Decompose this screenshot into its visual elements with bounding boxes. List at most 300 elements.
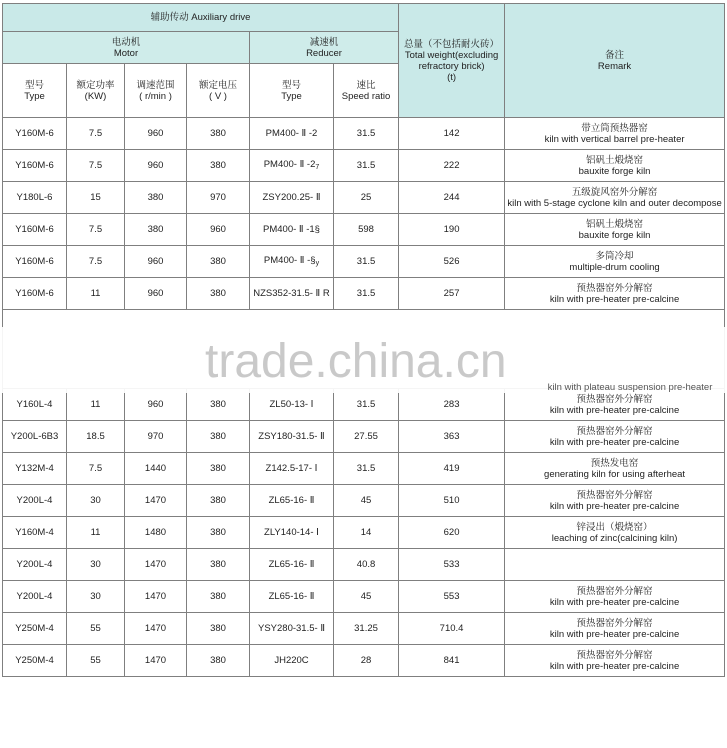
weight-header-en1: Total weight(excluding [404,49,499,61]
reducer-type-cell [250,421,334,453]
remark-en: leaching of zinc(calcining kiln) [551,532,678,544]
speed-cell-text: 1470 [144,495,167,506]
speed-cell-text: 380 [147,224,164,235]
watermark-text: trade.china.cn [205,335,507,388]
voltage-cell [187,389,250,421]
reducer-type-cell-text: PM400- Ⅱ -1§ [263,224,320,235]
ratio-cell [334,150,399,182]
motor-type-cell [3,389,67,421]
reducer-type-cell-text: ZL50-13- Ⅰ [269,399,314,410]
reducer-type-cell-text: ZL65-16- Ⅱ [268,591,315,602]
weight-header [399,4,505,118]
remark-cell [505,278,725,310]
voltage-cell-text: 380 [210,559,226,570]
voltage-cell-text: 380 [210,431,226,442]
weight-cell-text: 142 [443,128,460,139]
reducer-header [250,32,399,64]
motor-type-cell-text: Y250M-4 [15,623,54,634]
remark-cn: 预热器窑外分解窑 [576,489,653,501]
speed-cell [125,150,187,182]
power-cell [67,389,125,421]
speed-en: ( r/min ) [139,90,172,102]
power-cn: 额定功率 [76,79,115,91]
weight-cell [399,182,505,214]
speed-cell [125,645,187,677]
power-cell-text: 15 [90,192,101,203]
motor-type-cell-text: Y160M-6 [15,160,54,171]
voltage-cell-text: 380 [210,128,226,139]
voltage-header [187,64,250,118]
power-cell-text: 55 [90,623,101,634]
remark-cn: 预热发电窑 [590,457,639,469]
ratio-cell-text: 27.55 [354,431,378,442]
power-cell-text: 7.5 [88,160,103,171]
table-row [3,421,725,453]
ratio-en: Speed ratio [341,90,391,102]
voltage-cell-text: 380 [210,160,226,171]
voltage-cell [187,182,250,214]
speed-cell [125,246,187,278]
speed-cell-text: 1470 [144,623,167,634]
ratio-cell-text: 40.8 [356,559,376,570]
power-cell-text: 7.5 [88,256,103,267]
speed-cell-text: 380 [147,192,164,203]
voltage-cell [187,581,250,613]
remark-cn: 预热器窑外分解窑 [576,425,653,437]
reducer-type-cell-text: ZL65-16- Ⅱ [268,495,315,506]
weight-cell [399,613,505,645]
reducer-type-cell-text: YSY280-31.5- Ⅱ [258,623,325,634]
voltage-en: ( V ) [209,90,227,102]
ratio-cell-text: 31.5 [356,463,376,474]
weight-cell-text: 419 [443,463,460,474]
power-cell-text: 30 [90,559,101,570]
motor-type-en: Type [24,90,45,102]
reducer-type-cell [250,485,334,517]
motor-type-cell-text: Y180L-6 [16,192,53,203]
voltage-cell [187,485,250,517]
power-cell-text: 55 [90,655,101,666]
reducer-type-cell [250,246,334,278]
power-cell-text: 7.5 [88,128,103,139]
ratio-cell [334,214,399,246]
motor-type-header [3,64,67,118]
weight-header-unit: (t) [447,71,457,83]
weight-cell-text: 710.4 [439,623,464,634]
table-row [3,182,725,214]
speed-cell-text: 1470 [144,559,167,570]
ratio-cell [334,421,399,453]
weight-cell-text: 244 [443,192,460,203]
voltage-cell-text: 380 [210,591,226,602]
remark-en: kiln with 5-stage cyclone kiln and outer decompose [507,197,722,209]
remark-en: bauxite forge kiln [578,229,651,241]
weight-cell [399,421,505,453]
remark-cell [505,150,725,182]
voltage-cell [187,278,250,310]
reducer-type-en: Type [281,90,302,102]
speed-cell-text: 960 [147,288,164,299]
remark-cell [505,581,725,613]
reducer-type-cell [250,214,334,246]
table-row [3,453,725,485]
weight-header-en2: refractory brick) [418,60,485,72]
power-header [67,64,125,118]
voltage-cell-text: 380 [210,256,226,267]
voltage-cell-text: 380 [210,527,226,538]
power-cell [67,278,125,310]
motor-type-cell [3,150,67,182]
ratio-cell [334,581,399,613]
speed-cell-text: 960 [147,160,164,171]
reducer-type-cell-text: NZS352-31.5- Ⅱ R [253,288,330,299]
ratio-cell [334,517,399,549]
voltage-cell [187,613,250,645]
ratio-cell-text: 31.5 [356,288,376,299]
ratio-cell [334,613,399,645]
table-body-bottom [3,389,725,677]
reducer-header-cn: 减速机 [309,36,339,48]
weight-cell-text: 257 [443,288,460,299]
remark-cell [505,485,725,517]
reducer-type-cell-text: ZSY180-31.5- Ⅱ [258,431,325,442]
remark-en: kiln with pre-heater pre-calcine [549,404,680,416]
voltage-cell [187,453,250,485]
table-row [3,581,725,613]
motor-type-cell [3,182,67,214]
motor-type-cell-text: Y160M-6 [15,288,54,299]
table-row [3,278,725,310]
remark-header-cn: 备注 [605,49,625,61]
power-cell [67,118,125,150]
motor-type-cell-text: Y160L-4 [16,399,53,410]
weight-cell-text: 620 [443,527,460,538]
voltage-cell-text: 380 [210,655,226,666]
remark-en: kiln with pre-heater pre-calcine [549,596,680,608]
weight-cell [399,150,505,182]
ratio-cell [334,645,399,677]
speed-cell [125,453,187,485]
table-row [3,246,725,278]
remark-en: kiln with vertical barrel pre-heater [544,133,685,145]
ratio-cell [334,485,399,517]
reducer-type-cell [250,182,334,214]
voltage-cn: 额定电压 [198,79,237,91]
reducer-type-cell-text: PM400- Ⅱ -§ [263,254,316,266]
table-body-top [3,118,725,310]
ratio-cell [334,278,399,310]
remark-cell [505,246,725,278]
remark-cell [505,645,725,677]
table-row [3,118,725,150]
obscured-remark: kiln with plateau suspension pre-heater [547,382,713,393]
voltage-cell [187,517,250,549]
remark-cn: 预热器窑外分解窑 [576,585,653,597]
table-row [3,645,725,677]
speed-cell-text: 1470 [144,591,167,602]
reducer-header-en: Reducer [306,47,342,59]
speed-cell [125,421,187,453]
weight-cell [399,246,505,278]
ratio-cell-text: 28 [360,655,372,666]
power-cell [67,581,125,613]
remark-cell [505,389,725,421]
weight-cell [399,517,505,549]
remark-en: kiln with pre-heater pre-calcine [549,628,680,640]
power-cell [67,517,125,549]
motor-type-cell [3,581,67,613]
remark-en: bauxite forge kiln [578,165,651,177]
motor-type-cell-text: Y250M-4 [15,655,54,666]
remark-cell [505,517,725,549]
power-cell-text: 7.5 [88,224,103,235]
weight-cell [399,645,505,677]
table-row [3,517,725,549]
speed-cell [125,278,187,310]
ratio-cell-text: 45 [360,591,372,602]
ratio-cell-text: 31.5 [356,160,376,171]
weight-cell-text: 841 [443,655,460,666]
weight-cell [399,118,505,150]
motor-type-cell-text: Y200L-4 [16,559,53,570]
power-en: (KW) [84,90,107,102]
remark-cn: 锌浸出（煅烧窑） [576,521,653,533]
remark-cell [505,214,725,246]
remark-en: kiln with pre-heater pre-calcine [549,436,680,448]
ratio-cell [334,389,399,421]
speed-cn: 调速范围 [136,79,175,91]
remark-cn: 铝矾土煅烧窑 [586,154,644,166]
reducer-type-cell [250,453,334,485]
ratio-cell-text: 45 [360,495,372,506]
remark-en: kiln with pre-heater pre-calcine [549,660,680,672]
power-cell [67,613,125,645]
weight-cell [399,214,505,246]
reducer-type-cell-text: JH220C [274,655,309,666]
voltage-cell [187,246,250,278]
remark-cell [505,118,725,150]
motor-type-cell [3,118,67,150]
reducer-type-cell [250,613,334,645]
reducer-type-header [250,64,334,118]
speed-cell-text: 960 [147,399,164,410]
motor-type-cell [3,485,67,517]
power-cell-text: 11 [90,527,101,538]
voltage-cell-text: 380 [210,495,226,506]
remark-cn: 多筒冷却 [595,250,634,262]
ratio-cell-text: 14 [360,527,372,538]
weight-cell [399,549,505,581]
reducer-type-cell [250,278,334,310]
voltage-cell-text: 960 [210,224,226,235]
voltage-cell-text: 380 [210,623,226,634]
motor-type-cell [3,517,67,549]
power-cell [67,246,125,278]
reducer-type-cell [250,645,334,677]
speed-cell-text: 1470 [144,655,167,666]
voltage-cell [187,118,250,150]
auxiliary-drive-header: 辅助传动 Auxiliary drive [3,4,399,32]
voltage-cell-text: 970 [210,192,226,203]
ratio-cell-text: 25 [360,192,372,203]
power-cell [67,453,125,485]
remark-cell [505,613,725,645]
power-cell [67,549,125,581]
ratio-cn: 速比 [356,79,376,91]
ratio-cell-text: 31.5 [356,256,376,267]
weight-cell-text: 533 [443,559,460,570]
reducer-type-cell-text: Z142.5-17- Ⅰ [265,463,318,474]
power-cell [67,645,125,677]
motor-type-cell [3,549,67,581]
voltage-cell [187,421,250,453]
voltage-cell [187,549,250,581]
weight-cell-text: 283 [443,399,460,410]
motor-type-cell-text: Y200L-6B3 [10,431,59,442]
motor-type-cell [3,645,67,677]
speed-cell [125,517,187,549]
weight-cell-text: 526 [443,256,460,267]
table-row [3,150,725,182]
reducer-type-cell-text: PM400- Ⅱ -2 [263,158,316,170]
motor-type-cell [3,421,67,453]
motor-type-cell [3,278,67,310]
ratio-cell-text: 31.5 [356,128,376,139]
voltage-cell [187,645,250,677]
weight-cell [399,485,505,517]
ratio-cell [334,549,399,581]
reducer-subscript: y [315,259,320,267]
weight-header-cn: 总量（不包括耐火砖） [404,38,500,50]
motor-type-cell-text: Y160M-6 [15,224,54,235]
motor-type-cell-text: Y200L-4 [16,591,53,602]
speed-cell [125,118,187,150]
voltage-cell [187,150,250,182]
reducer-type-cell [250,150,334,182]
speed-cell [125,214,187,246]
reducer-type-cell [250,581,334,613]
motor-header [3,32,250,64]
remark-cell [505,453,725,485]
ratio-cell [334,453,399,485]
motor-header-cn: 电动机 [111,36,141,48]
speed-header [125,64,187,118]
table-row [3,214,725,246]
table-row [3,613,725,645]
remark-cn: 预热器窑外分解窑 [576,393,653,405]
reducer-type-cell [250,549,334,581]
remark-en: generating kiln for using afterheat [544,468,686,480]
speed-cell-text: 970 [147,431,164,442]
speed-cell-text: 960 [147,128,164,139]
ratio-cell-text: 598 [358,224,374,235]
speed-cell [125,389,187,421]
reducer-subscript: 7 [315,163,320,171]
remark-cell [505,549,725,581]
remark-en: kiln with pre-heater pre-calcine [549,500,680,512]
remark-en: kiln with pre-heater pre-calcine [549,293,680,305]
speed-cell [125,182,187,214]
power-cell [67,150,125,182]
weight-cell [399,278,505,310]
weight-cell-text: 363 [443,431,460,442]
remark-cell [505,421,725,453]
reducer-type-cell-text: ZL65-16- Ⅱ [268,559,315,570]
motor-type-cell-text: Y160M-4 [15,527,54,538]
power-cell [67,214,125,246]
remark-header [505,4,725,118]
voltage-cell-text: 380 [210,288,226,299]
speed-cell [125,581,187,613]
table-row [3,389,725,421]
ratio-cell [334,182,399,214]
reducer-type-cell [250,389,334,421]
ratio-cell [334,118,399,150]
reducer-type-cn: 型号 [281,79,301,91]
power-cell-text: 30 [90,591,101,602]
ratio-cell-text: 31.25 [354,623,378,634]
remark-cn: 铝矾土煅烧窑 [586,218,644,230]
reducer-type-cell [250,517,334,549]
speed-cell-text: 1440 [144,463,167,474]
weight-cell [399,453,505,485]
remark-cn: 预热器窑外分解窑 [576,282,653,294]
speed-cell [125,549,187,581]
motor-type-cell [3,453,67,485]
motor-type-cell [3,246,67,278]
remark-cn: 五级旋风窑外分解窑 [571,186,658,198]
weight-cell-text: 190 [443,224,460,235]
weight-cell-text: 222 [443,160,460,171]
motor-type-cn: 型号 [24,79,44,91]
motor-type-cell-text: Y132M-4 [15,463,54,474]
remark-header-en: Remark [597,60,632,72]
weight-cell-text: 553 [443,591,460,602]
reducer-type-cell-text: PM400- Ⅱ -2 [265,128,318,139]
power-cell-text: 11 [90,288,101,299]
motor-type-cell [3,214,67,246]
table-row [3,485,725,517]
motor-type-cell [3,613,67,645]
reducer-type-cell [250,118,334,150]
reducer-type-cell-text: ZSY200.25- Ⅱ [262,192,321,203]
reducer-type-cell-text: ZLY140-14- Ⅰ [264,527,319,538]
power-cell [67,421,125,453]
power-cell [67,485,125,517]
weight-cell [399,581,505,613]
motor-type-cell-text: Y200L-4 [16,495,53,506]
remark-cn: 带立筒预热器窑 [581,122,648,134]
weight-cell-text: 510 [443,495,460,506]
voltage-cell-text: 380 [210,463,226,474]
ratio-cell-text: 31.5 [356,399,376,410]
table-row [3,549,725,581]
power-cell-text: 11 [90,399,101,410]
power-cell [67,182,125,214]
remark-cell [505,182,725,214]
voltage-cell-text: 380 [210,399,226,410]
power-cell-text: 30 [90,495,101,506]
power-cell-text: 7.5 [88,463,103,474]
weight-cell [399,389,505,421]
remark-en: multiple-drum cooling [569,261,660,273]
remark-cn: 预热器窑外分解窑 [576,617,653,629]
speed-cell [125,485,187,517]
speed-cell-text: 1480 [144,527,167,538]
voltage-cell [187,214,250,246]
ratio-cell [334,246,399,278]
power-cell-text: 18.5 [86,431,105,442]
